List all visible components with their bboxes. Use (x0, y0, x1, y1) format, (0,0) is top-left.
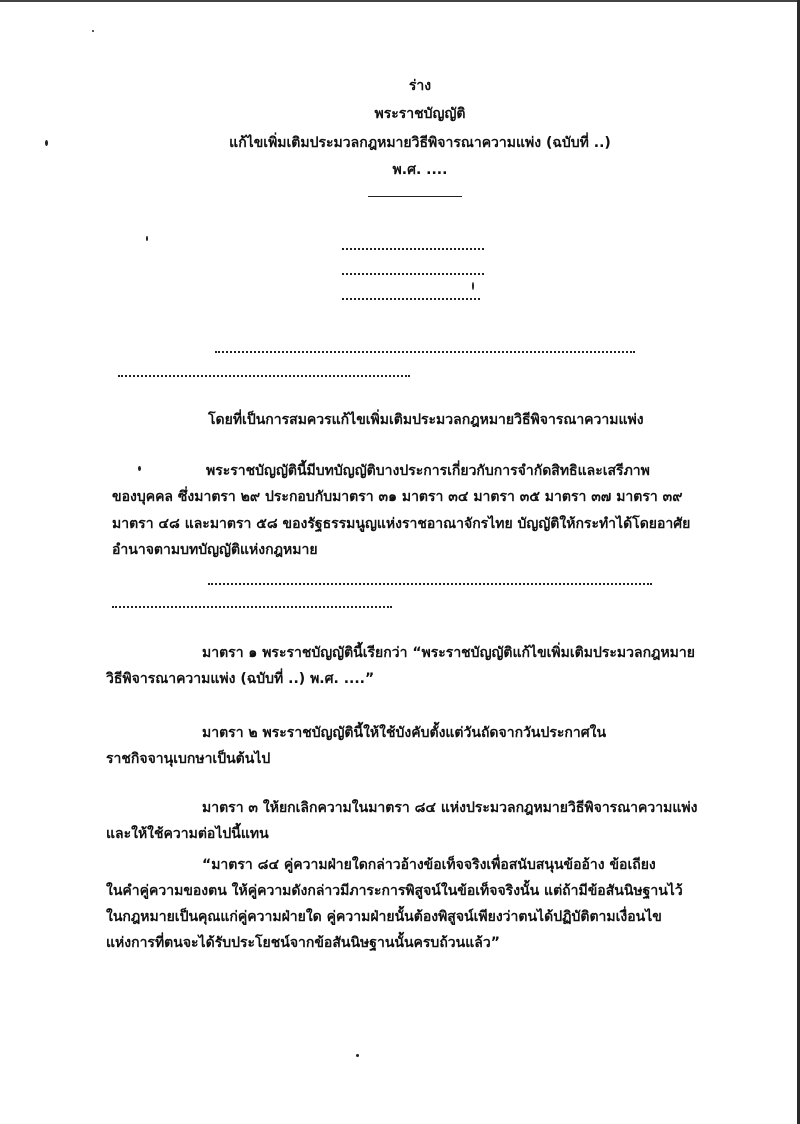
quoted-section-line-1: “มาตรา ๘๔ คู่ความฝ่ายใดกล่าวอ้างข้อเท็จจริงเพื่อสนับสนุนข้ออ้าง ข้อเถียง (202, 857, 656, 873)
rights-paragraph-line-2: ของบุคคล ซึ่งมาตรา ๒๙ ประกอบกับมาตรา ๓๑ มาตรา ๓๔ มาตรา ๓๕ มาตรา ๓๗ มาตรา ๓๙ (112, 489, 683, 505)
scan-speck (146, 236, 148, 241)
act-title: พระราชบัญญัติ (374, 106, 466, 122)
signature-placeholder-line (342, 298, 480, 300)
scan-speck (472, 282, 474, 290)
act-year: พ.ศ. .... (392, 162, 448, 178)
header-divider (368, 196, 462, 197)
scan-speck (92, 30, 94, 32)
section-3-line-2: และให้ใช้ความต่อไปนี้แทน (106, 826, 269, 842)
enactment-placeholder-line (208, 583, 652, 585)
section-1-line-2: วิธีพิจารณาความแพ่ง (ฉบับที่ ..) พ.ศ. ....” (106, 671, 375, 687)
rights-paragraph-line-1: พระราชบัญญัตินี้มีบทบัญญัติบางประการเกี่ยวกับการจำกัดสิทธิและเสรีภาพ (206, 463, 650, 479)
act-subtitle: แก้ไขเพิ่มเติมประมวลกฎหมายวิธีพิจารณาความแพ่ง (ฉบับที่ ..) (229, 135, 611, 151)
preamble-placeholder-line (118, 375, 410, 377)
recital-text: โดยที่เป็นการสมควรแก้ไขเพิ่มเติมประมวลกฎหมายวิธีพิจารณาความแพ่ง (208, 412, 644, 428)
scan-speck (356, 1054, 359, 1057)
draft-label: ร่าง (408, 78, 432, 94)
signature-placeholder-line (342, 248, 484, 250)
quoted-section-line-2: ในคำคู่ความของตน ให้คู่ความดังกล่าวมีภาระการพิสูจน์ในข้อเท็จจริงนั้น แต่ถ้ามีข้อสันนิษฐานไว้ (106, 883, 683, 899)
rights-paragraph-line-4: อำนาจตามบทบัญญัติแห่งกฎหมาย (112, 542, 318, 558)
quoted-section-line-4: แห่งการที่ตนจะได้รับประโยชน์จากข้อสันนิษฐานนั้นครบถ้วนแล้ว” (106, 935, 500, 951)
section-3-line-1: มาตรา ๓ ให้ยกเลิกความในมาตรา ๘๔ แห่งประมวลกฎหมายวิธีพิจารณาความแพ่ง (202, 800, 698, 816)
scan-speck (138, 466, 141, 471)
section-1-line-1: มาตรา ๑ พระราชบัญญัตินี้เรียกว่า “พระราชบัญญัติแก้ไขเพิ่มเติมประมวลกฎหมาย (202, 645, 695, 661)
quoted-section-line-3: ในกฎหมายเป็นคุณแก่คู่ความฝ่ายใด คู่ความฝ่ายนั้นต้องพิสูจน์เพียงว่าตนได้ปฏิบัติตามเงื่อนไข (106, 909, 662, 925)
scan-top-edge (0, 0, 800, 2)
section-2-line-2: ราชกิจจานุเบกษาเป็นต้นไป (106, 751, 271, 767)
section-2-line-1: มาตรา ๒ พระราชบัญญัตินี้ให้ใช้บังคับตั้งแต่วันถัดจากวันประกาศใน (202, 725, 607, 741)
enactment-placeholder-line (112, 606, 392, 608)
preamble-placeholder-line (215, 351, 635, 353)
rights-paragraph-line-3: มาตรา ๔๘ และมาตรา ๕๘ ของรัฐธรรมนูญแห่งราชอาณาจักรไทย บัญญัติให้กระทำได้โดยอาศัย (112, 516, 691, 532)
signature-placeholder-line (342, 273, 484, 275)
